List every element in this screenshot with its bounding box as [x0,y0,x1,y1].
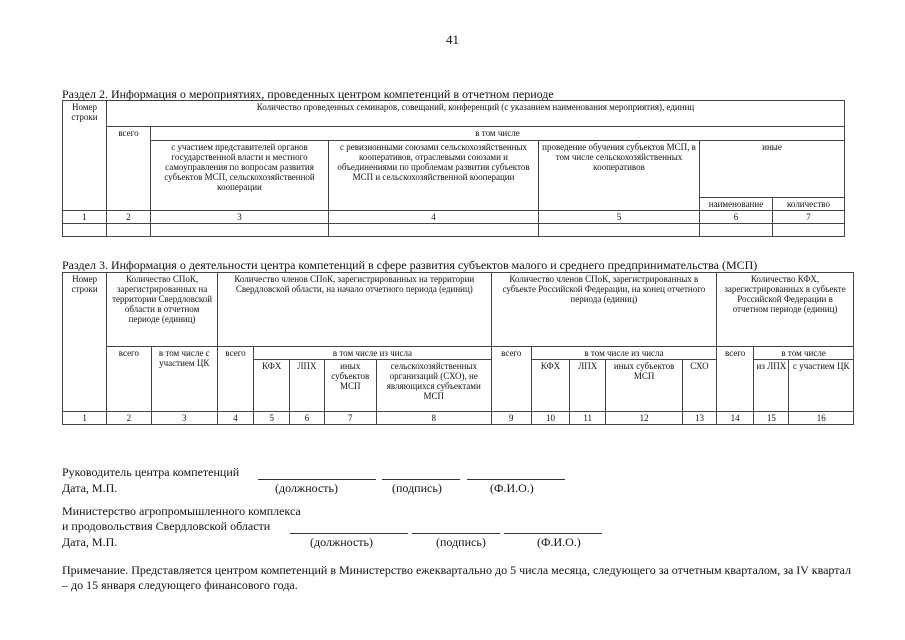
fio-caption: (Ф.И.О.) [537,535,581,549]
fio-caption: (Ф.И.О.) [490,481,534,495]
s3-with-ck-header: в том числе с участием ЦК [151,347,217,412]
s2-colnum: 6 [700,211,773,224]
s3-other-msp-header: иных субъектов МСП [324,360,376,412]
s3-kfh-count-header: Количество КФХ, зарегистрированных в субъекте Российской Федерации в отчетном периоде (единиц) [717,273,854,347]
page-number: 41 [446,32,459,47]
signature-caption: (подпись) [436,535,486,549]
s3-colnum: 10 [531,412,569,425]
s2-training-header: проведение обучения субъектов МСП, в том числе сельскохозяйственных кооперативов [539,141,700,211]
s2-including-header: в том числе [151,127,845,141]
s3-lph-header: ЛПХ [570,360,606,412]
s2-total-header: всего [107,127,151,211]
note: Примечание. Представляется центром компетенций в Министерство ежеквартально до 5 числа месяца, следующего за отчетным кварталом, за IV квартал – до 15 января следующего финансового года. [62,563,852,592]
section3-title: Раздел 3. Информация о деятельности центра компетенций в сфере развития субъектов малого и среднего предпринимательства (МСП) [62,258,758,272]
s3-including-header: в том числе [754,347,854,360]
s3-sho-header: СХО [682,360,716,412]
signature-blank [412,519,500,534]
s3-colnum: 6 [290,412,324,425]
s2-colnum: 2 [107,211,151,224]
date-label: Дата, М.П. [62,481,118,495]
position-blank [290,519,408,534]
s3-including-of-header: в том числе из числа [254,347,492,360]
ministry-signature-line [62,519,662,533]
position-caption: (должность) [310,535,373,549]
s3-colnum: 9 [491,412,531,425]
s3-row-number-header: Номер строки [63,273,107,412]
s3-members-start-header: Количество членов СПоК, зарегистрированных на территории Свердловской области, на начало отчетного периода (единиц) [217,273,491,347]
head-label: Руководитель центра компетенций [62,465,240,479]
s3-colnum: 8 [376,412,491,425]
ministry-date-line [62,535,662,549]
s3-total-header: всего [491,347,531,412]
s3-including-of-header: в том числе из числа [531,347,716,360]
s2-colnum: 3 [151,211,329,224]
s2-count-header: количество [773,198,845,211]
section2-title: Раздел 2. Информация о мероприятиях, проведенных центром компетенций в отчетном периоде [62,87,554,101]
position-caption: (должность) [275,481,338,495]
s3-colnum: 12 [606,412,682,425]
fio-blank [467,465,565,480]
s3-colnum: 14 [717,412,754,425]
head-date-line [62,481,662,495]
s2-row-number-header: Номер строки [63,101,107,211]
position-blank [258,465,376,480]
s2-other-header: иные [700,141,845,198]
s2-colnum: 1 [63,211,107,224]
s2-colnum: 7 [773,211,845,224]
head-signature-line [62,465,662,479]
ministry-line-1 [62,504,662,518]
fio-blank [504,519,602,534]
s3-total-header: всего [107,347,151,412]
s3-colnum: 7 [324,412,376,425]
s2-colnum: 4 [329,211,539,224]
s3-members-end-header: Количество членов СПоК, зарегистрированных в субъекте Российской Федерации, на конец отчетного периода (единиц) [491,273,716,347]
s3-colnum: 4 [217,412,253,425]
s3-with-ck-short-header: с участием ЦК [789,360,854,412]
s3-lph-header: ЛПХ [290,360,324,412]
s2-name-header: наименование [700,198,773,211]
section3-table [62,272,854,425]
s3-total-header: всего [217,347,253,412]
s3-colnum: 15 [754,412,789,425]
s2-empty-row [63,224,845,237]
s2-main-header: Количество проведенных семинаров, совещаний, конференций (с указанием наименования мероприятия), единиц [107,101,845,127]
ministry-label-2: и продовольствия Свердловской области [62,519,271,533]
signature-caption: (подпись) [392,481,442,495]
s3-colnum: 1 [63,412,107,425]
s2-audit-header: с ревизионными союзами сельскохозяйственных кооперативов, отраслевыми союзами и объединениями по проблемам развития субъектов МСП и сельскохозяйственной кооперации [329,141,539,211]
s3-colnum: 3 [151,412,217,425]
s3-kfh-header: КФХ [254,360,290,412]
s3-colnum: 5 [254,412,290,425]
s3-spok-count-header: Количество СПоК, зарегистрированных на территории Свердловской области в отчетном периоде (единиц) [107,273,218,347]
s3-sho-full-header: сельскохозяйственных организаций (СХО), не являющихся субъектами МСП [376,360,491,412]
s3-colnum: 13 [682,412,716,425]
signature-blank [382,465,460,480]
date-label: Дата, М.П. [62,535,118,549]
s2-gov-header: с участием представителей органов государственной власти и местного самоуправления по вопросам развития субъектов МСП, сельскохозяйственной кооперации [151,141,329,211]
s3-other-msp-header: иных субъектов МСП [606,360,682,412]
s3-colnum: 16 [789,412,854,425]
s2-colnum: 5 [539,211,700,224]
ministry-label-1: Министерство агропромышленного комплекса [62,504,301,518]
s3-kfh-header: КФХ [531,360,569,412]
section2-table [62,100,845,237]
s3-from-lph-header: из ЛПХ [754,360,789,412]
s3-colnum: 2 [107,412,151,425]
s3-colnum: 11 [570,412,606,425]
s3-total-header: всего [717,347,754,412]
